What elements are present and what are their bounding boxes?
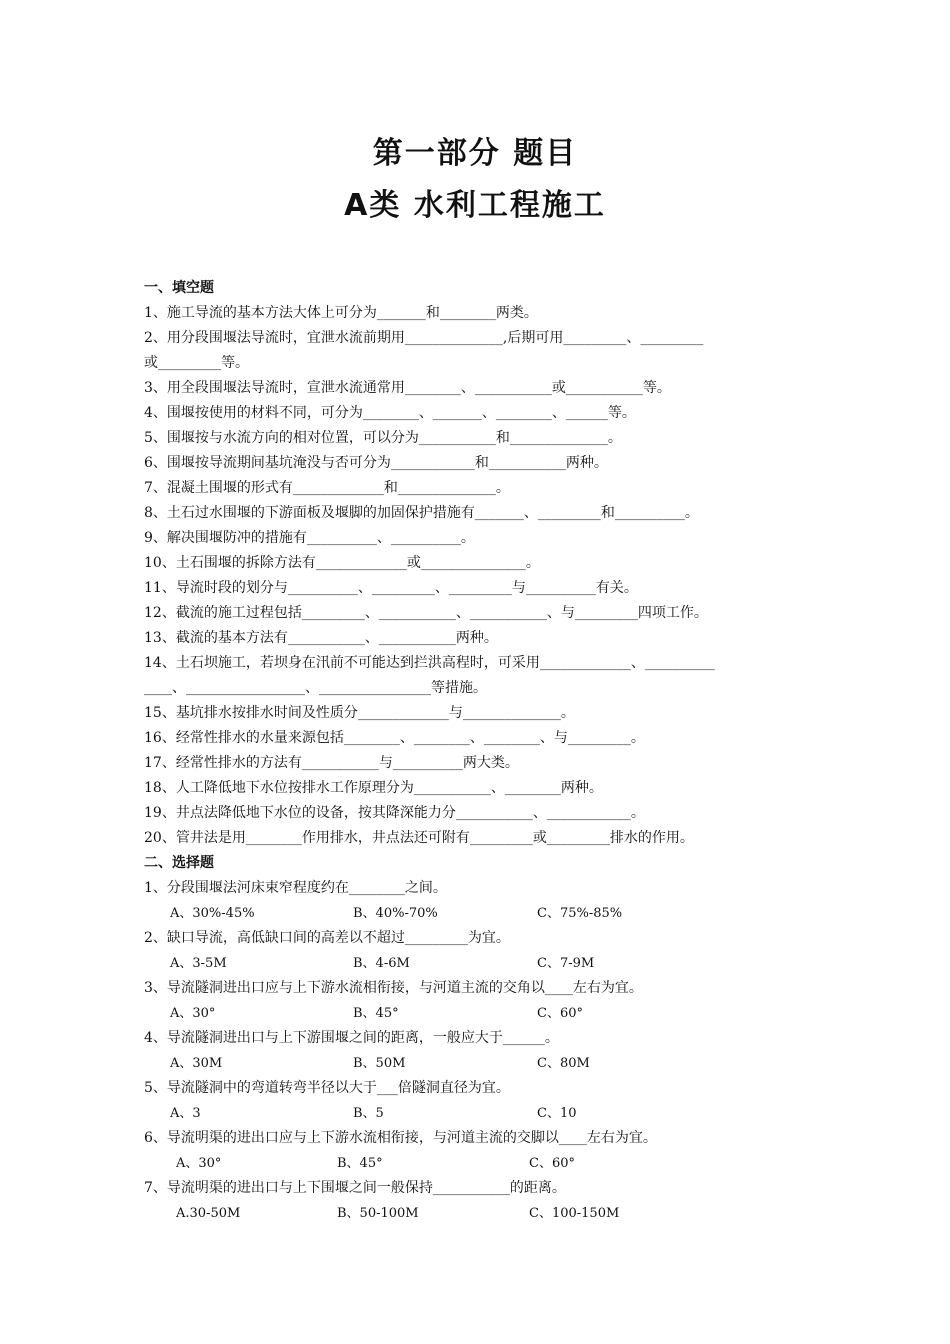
option-a: A、30° bbox=[176, 1156, 222, 1171]
choice-question: 1、分段围堰法河床束窄程度约在________之间。 bbox=[144, 880, 447, 896]
fill-line: 7、混凝土围堰的形式有_____________和______________。 bbox=[144, 480, 510, 496]
option-row bbox=[144, 1001, 814, 1026]
fill-line: 15、基坑排水按排水时间及性质分_____________与______________。 bbox=[144, 705, 575, 721]
option-a: A、30%-45% bbox=[170, 906, 255, 921]
option-row bbox=[144, 1201, 814, 1226]
option-b: B、45° bbox=[353, 1006, 399, 1021]
choice-question: 4、导流隧洞进出口与上下游围堰之间的距离，一般应大于______。 bbox=[144, 1030, 559, 1046]
section-heading-choice: 二、选择题 bbox=[144, 855, 214, 871]
fill-line: 17、经常性排水的方法有___________与__________两大类。 bbox=[144, 755, 519, 771]
option-a: A、30° bbox=[170, 1006, 216, 1021]
fill-line: 14、土石坝施工，若坝身在汛前不可能达到拦洪高程时，可采用_____________、__________ bbox=[144, 655, 715, 671]
option-c: C、75%-85% bbox=[537, 906, 623, 921]
choice-question: 3、导流隧洞进出口应与上下游水流相衔接，与河道主流的交角以____左右为宜。 bbox=[144, 980, 643, 996]
fill-line: 12、截流的施工过程包括_________、___________、___________、与_________四项工作。 bbox=[144, 605, 708, 621]
page-title: 第一部分 题目 bbox=[372, 136, 578, 171]
choice-question: 5、导流隧洞中的弯道转弯半径以大于___倍隧洞直径为宜。 bbox=[144, 1080, 510, 1096]
choice-question: 6、导流明渠的进出口应与上下游水流相衔接，与河道主流的交脚以____左右为宜。 bbox=[144, 1130, 657, 1146]
option-c: C、80M bbox=[537, 1056, 590, 1071]
question-content bbox=[144, 276, 814, 1226]
option-b: B、4-6M bbox=[353, 956, 410, 971]
option-c: C、100-150M bbox=[529, 1206, 620, 1221]
option-c: C、60° bbox=[537, 1006, 583, 1021]
fill-line: 16、经常性排水的水量来源包括________、________、________、与_________。 bbox=[144, 730, 645, 746]
fill-line: 18、人工降低地下水位按排水工作原理分为___________、________两种。 bbox=[144, 780, 603, 796]
fill-line: 11、导流时段的划分与__________、_________、_________与__________有关。 bbox=[144, 580, 638, 596]
option-b: B、50-100M bbox=[337, 1206, 419, 1221]
option-row bbox=[144, 1051, 814, 1076]
option-b: B、40%-70% bbox=[353, 906, 438, 921]
section-heading-fill: 一、填空题 bbox=[144, 280, 214, 296]
fill-line: 9、解决围堰防冲的措施有__________、__________。 bbox=[144, 530, 475, 546]
option-row bbox=[144, 1151, 814, 1176]
option-c: C、7-9M bbox=[537, 956, 595, 971]
option-row bbox=[144, 1101, 814, 1126]
option-c: C、60° bbox=[529, 1156, 575, 1171]
option-b: B、5 bbox=[353, 1106, 384, 1121]
fill-line: 1、施工导流的基本方法大体上可分为_______和________两类。 bbox=[144, 305, 538, 321]
fill-line: 5、围堰按与水流方向的相对位置，可以分为___________和______________。 bbox=[144, 430, 622, 446]
option-row bbox=[144, 901, 814, 926]
fill-line: 2、用分段围堰法导流时，宜泄水流前期用______________,后期可用_________、_________ bbox=[144, 330, 704, 346]
fill-line: 10、土石围堰的拆除方法有_____________或_______________。 bbox=[144, 555, 540, 571]
option-b: B、45° bbox=[337, 1156, 383, 1171]
page-subtitle: A类 水利工程施工 bbox=[344, 188, 606, 223]
fill-line: 20、管井法是用________作用排水，井点法还可附有_________或_________排水的作用。 bbox=[144, 830, 694, 846]
fill-line: 8、土石过水围堰的下游面板及堰脚的加固保护措施有_______、_________和__________。 bbox=[144, 505, 699, 521]
fill-line: 13、截流的基本方法有___________、___________两种。 bbox=[144, 630, 498, 646]
choice-question: 7、导流明渠的进出口与上下围堰之间一般保持___________的距离。 bbox=[144, 1180, 566, 1196]
option-b: B、50M bbox=[353, 1056, 406, 1071]
fill-line: 6、围堰按导流期间基坑淹没与否可分为____________和___________两种。 bbox=[144, 455, 608, 471]
choice-question: 2、缺口导流，高低缺口间的高差以不超过_________为宜。 bbox=[144, 930, 510, 946]
option-row bbox=[144, 951, 814, 976]
fill-line: 4、围堰按使用的材料不同，可分为________、_______、________、______等。 bbox=[144, 405, 636, 421]
option-a: A.30-50M bbox=[176, 1206, 241, 1221]
fill-line: 或_________等。 bbox=[144, 355, 249, 371]
fill-line: ____、_________________、________________等措施。 bbox=[144, 680, 487, 696]
option-a: A、30M bbox=[170, 1056, 223, 1071]
fill-line: 3、用全段围堰法导流时，宣泄水流通常用________、___________或___________等。 bbox=[144, 380, 671, 396]
option-a: A、3 bbox=[170, 1106, 201, 1121]
option-c: C、10 bbox=[537, 1106, 577, 1121]
option-a: A、3-5M bbox=[170, 956, 227, 971]
fill-line: 19、井点法降低地下水位的设备，按其降深能力分___________、____________。 bbox=[144, 805, 645, 821]
